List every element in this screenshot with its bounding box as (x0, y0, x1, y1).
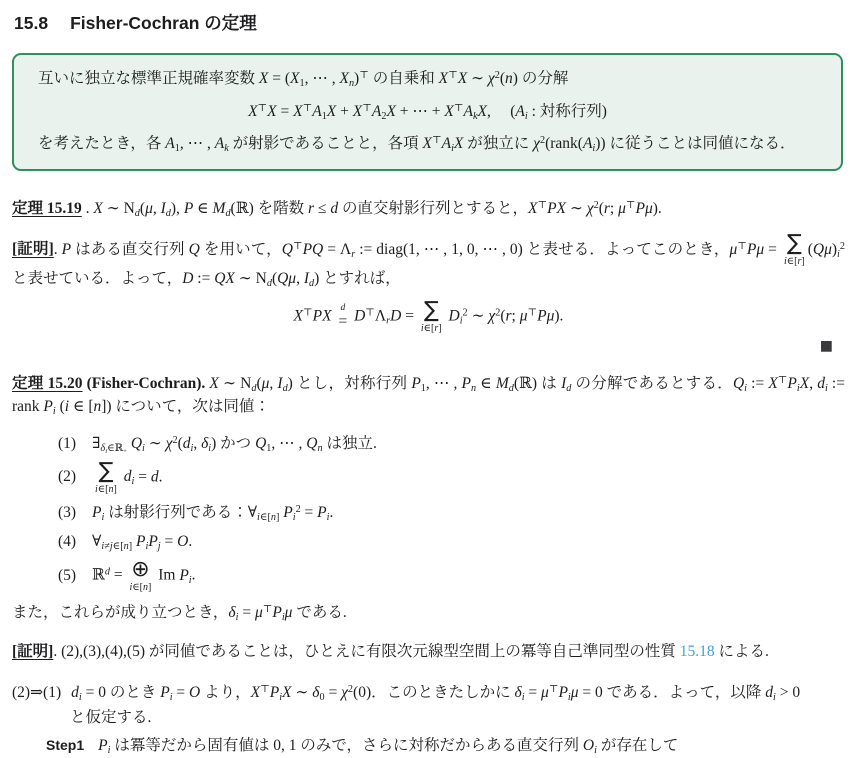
list-item-marker: (5) (58, 566, 77, 584)
qed-marker: ■ (819, 337, 833, 354)
section-heading (14, 10, 845, 36)
proof-15-20 (12, 640, 845, 663)
theorem-15-19-statement: . X ∼ $N_d(\mu$, $I_d$), P ∈ $M_d(ℝ)$ を階数 r ≤ d の直交射影行列とすると，X⊤PX ∼ $\chi^2(r$; μ⊤Pμ). (81, 199, 662, 220)
proof-step-1 (46, 734, 845, 757)
case-body: $d_i = 0$ のとき $P_i = O$ より，$X^⊤P_iX$ ∼ $\delta_0 = \chi^2(0)$．このときたしかに $\delta_i = \mu^⊤P_i\mu = 0$ である．よって，以降 $d_i > 0$ (71, 683, 801, 703)
equivalence-list (58, 432, 845, 594)
theorem-15-20-name: (Fisher-Cochran). (82, 375, 206, 392)
case-line-1 (12, 681, 845, 704)
list-item-body: ℝ$^d$ = ⊕ i∈[n] Im $P_i$. (92, 557, 196, 594)
proof-15-20-body-pre: . (2),(3),(4),(5) が同値であることは，ひとえに有限次元線型空間上の冪等自己準同型の性質 (53, 642, 680, 660)
list-item-marker: (4) (58, 533, 77, 550)
list-item-marker: (2) (58, 468, 77, 486)
ref-15-18-link[interactable]: 15.18 (679, 642, 715, 660)
intro-highlight-box (12, 53, 843, 171)
proof-15-19 (12, 233, 845, 290)
list-item (58, 501, 845, 524)
list-item-marker: (1) (58, 434, 77, 452)
case-line-2: と仮定する. (70, 709, 152, 726)
qed-row (12, 338, 833, 354)
theorem-15-20-statement: X ∼ $N_d(\mu$, $I_d$) とし，対称行列 $P_1$, ⋯ , $P_n$ ∈ $M_d(ℝ)$ は $I_d$ の分解であるとする．$Q_i$ := $X^⊤P_iX$, $d_i$ := rank $P_i$ (i ∈ [n]) について，次は同値： (12, 374, 845, 418)
list-item-body: $P_i$ は射影行列である：$\forall_{i\in[n]}$ $P_i^2 = P_i$. (92, 503, 334, 523)
section-title: Fisher-Cochran の定理 (70, 13, 257, 33)
intro-box-line-2: を考えたとき，各 $A_1$, ⋯ , $A_k$ が射影であることと，各項 $X^⊤A_iX$ が独立に $\chi^2(rank(A_i))$ に従うことは同値になる． (38, 134, 796, 154)
list-item-marker: (3) (58, 503, 77, 521)
case-marker: (2)⇒(1) (12, 683, 62, 701)
step-1-marker: Step1 (46, 737, 85, 754)
proof-15-19-display-equation: X⊤PX d = $D^⊤\Lambda_rD$ = ∑ i∈[r] $D_i^2$ ∼ $\chi^2(r$; μ⊤Pμ). (293, 297, 564, 334)
case-2-implies-1 (12, 681, 845, 730)
intro-box-equation: $X^⊤X = X^⊤A_1X + X^⊤A_2X$ + ⋯ + $X^⊤A_kX$, ($A_i$ : 対称行列) (248, 102, 607, 122)
proof-15-19-body: . P はある直交行列 Q を用いて，$Q^⊤PQ = \Lambda_r$ := diag(1, ⋯ , 1, 0, ⋯ , 0) と表せる．よってこのとき，μ⊤Pμ = ∑ i∈[r] $(Q\mu)_i^2$ と表せている．よって，D := QX ∼ $N_d(Q\mu$, $I_d$) とすれば， (12, 231, 845, 290)
theorem-15-20-label: 定理 15.20 (12, 375, 83, 392)
theorem-15-19-label: 定理 15.19 (12, 200, 82, 217)
intro-box-line-1: 互いに独立な標準正規確率変数 $X = (X_1$, ⋯ , $X_n)^⊤$ の自乗和 X⊤X ∼ $\chi^2(n)$ の分解 (38, 70, 569, 90)
section-number: 15.8 (14, 13, 49, 33)
list-item (58, 458, 845, 495)
list-item (58, 559, 845, 593)
list-item-body: $\forall_{i\ne j\in[n]}$ $P_iP_j = O$. (92, 533, 193, 553)
list-item (58, 432, 845, 455)
proof-15-20-label: [証明] (12, 642, 54, 660)
list-item (58, 530, 845, 553)
list-item-body: $\exists_{\delta_i\in ℝ_+}$ $Q_i$ ∼ $\chi^2(d_i$, $\delta_i$) かつ $Q_1$, ⋯ , $Q_n$ は独立. (92, 434, 377, 455)
theorem-15-20-closing: また，これらが成り立つとき，$\delta_i = \mu^⊤P_i\mu$ である. (12, 604, 347, 624)
theorem-15-20 (12, 372, 845, 419)
proof-15-20-body-post: による. (714, 642, 769, 660)
step-1-body: $P_i$ は冪等だから固有値は 0, 1 のみで，さらに対称だからある直交行列 $O_i$ が存在して (98, 737, 679, 757)
list-item-body: ∑ i∈[n] $d_i = d$. (95, 458, 163, 495)
theorem-15-19 (12, 197, 845, 220)
proof-15-19-label: [証明] (12, 240, 54, 258)
